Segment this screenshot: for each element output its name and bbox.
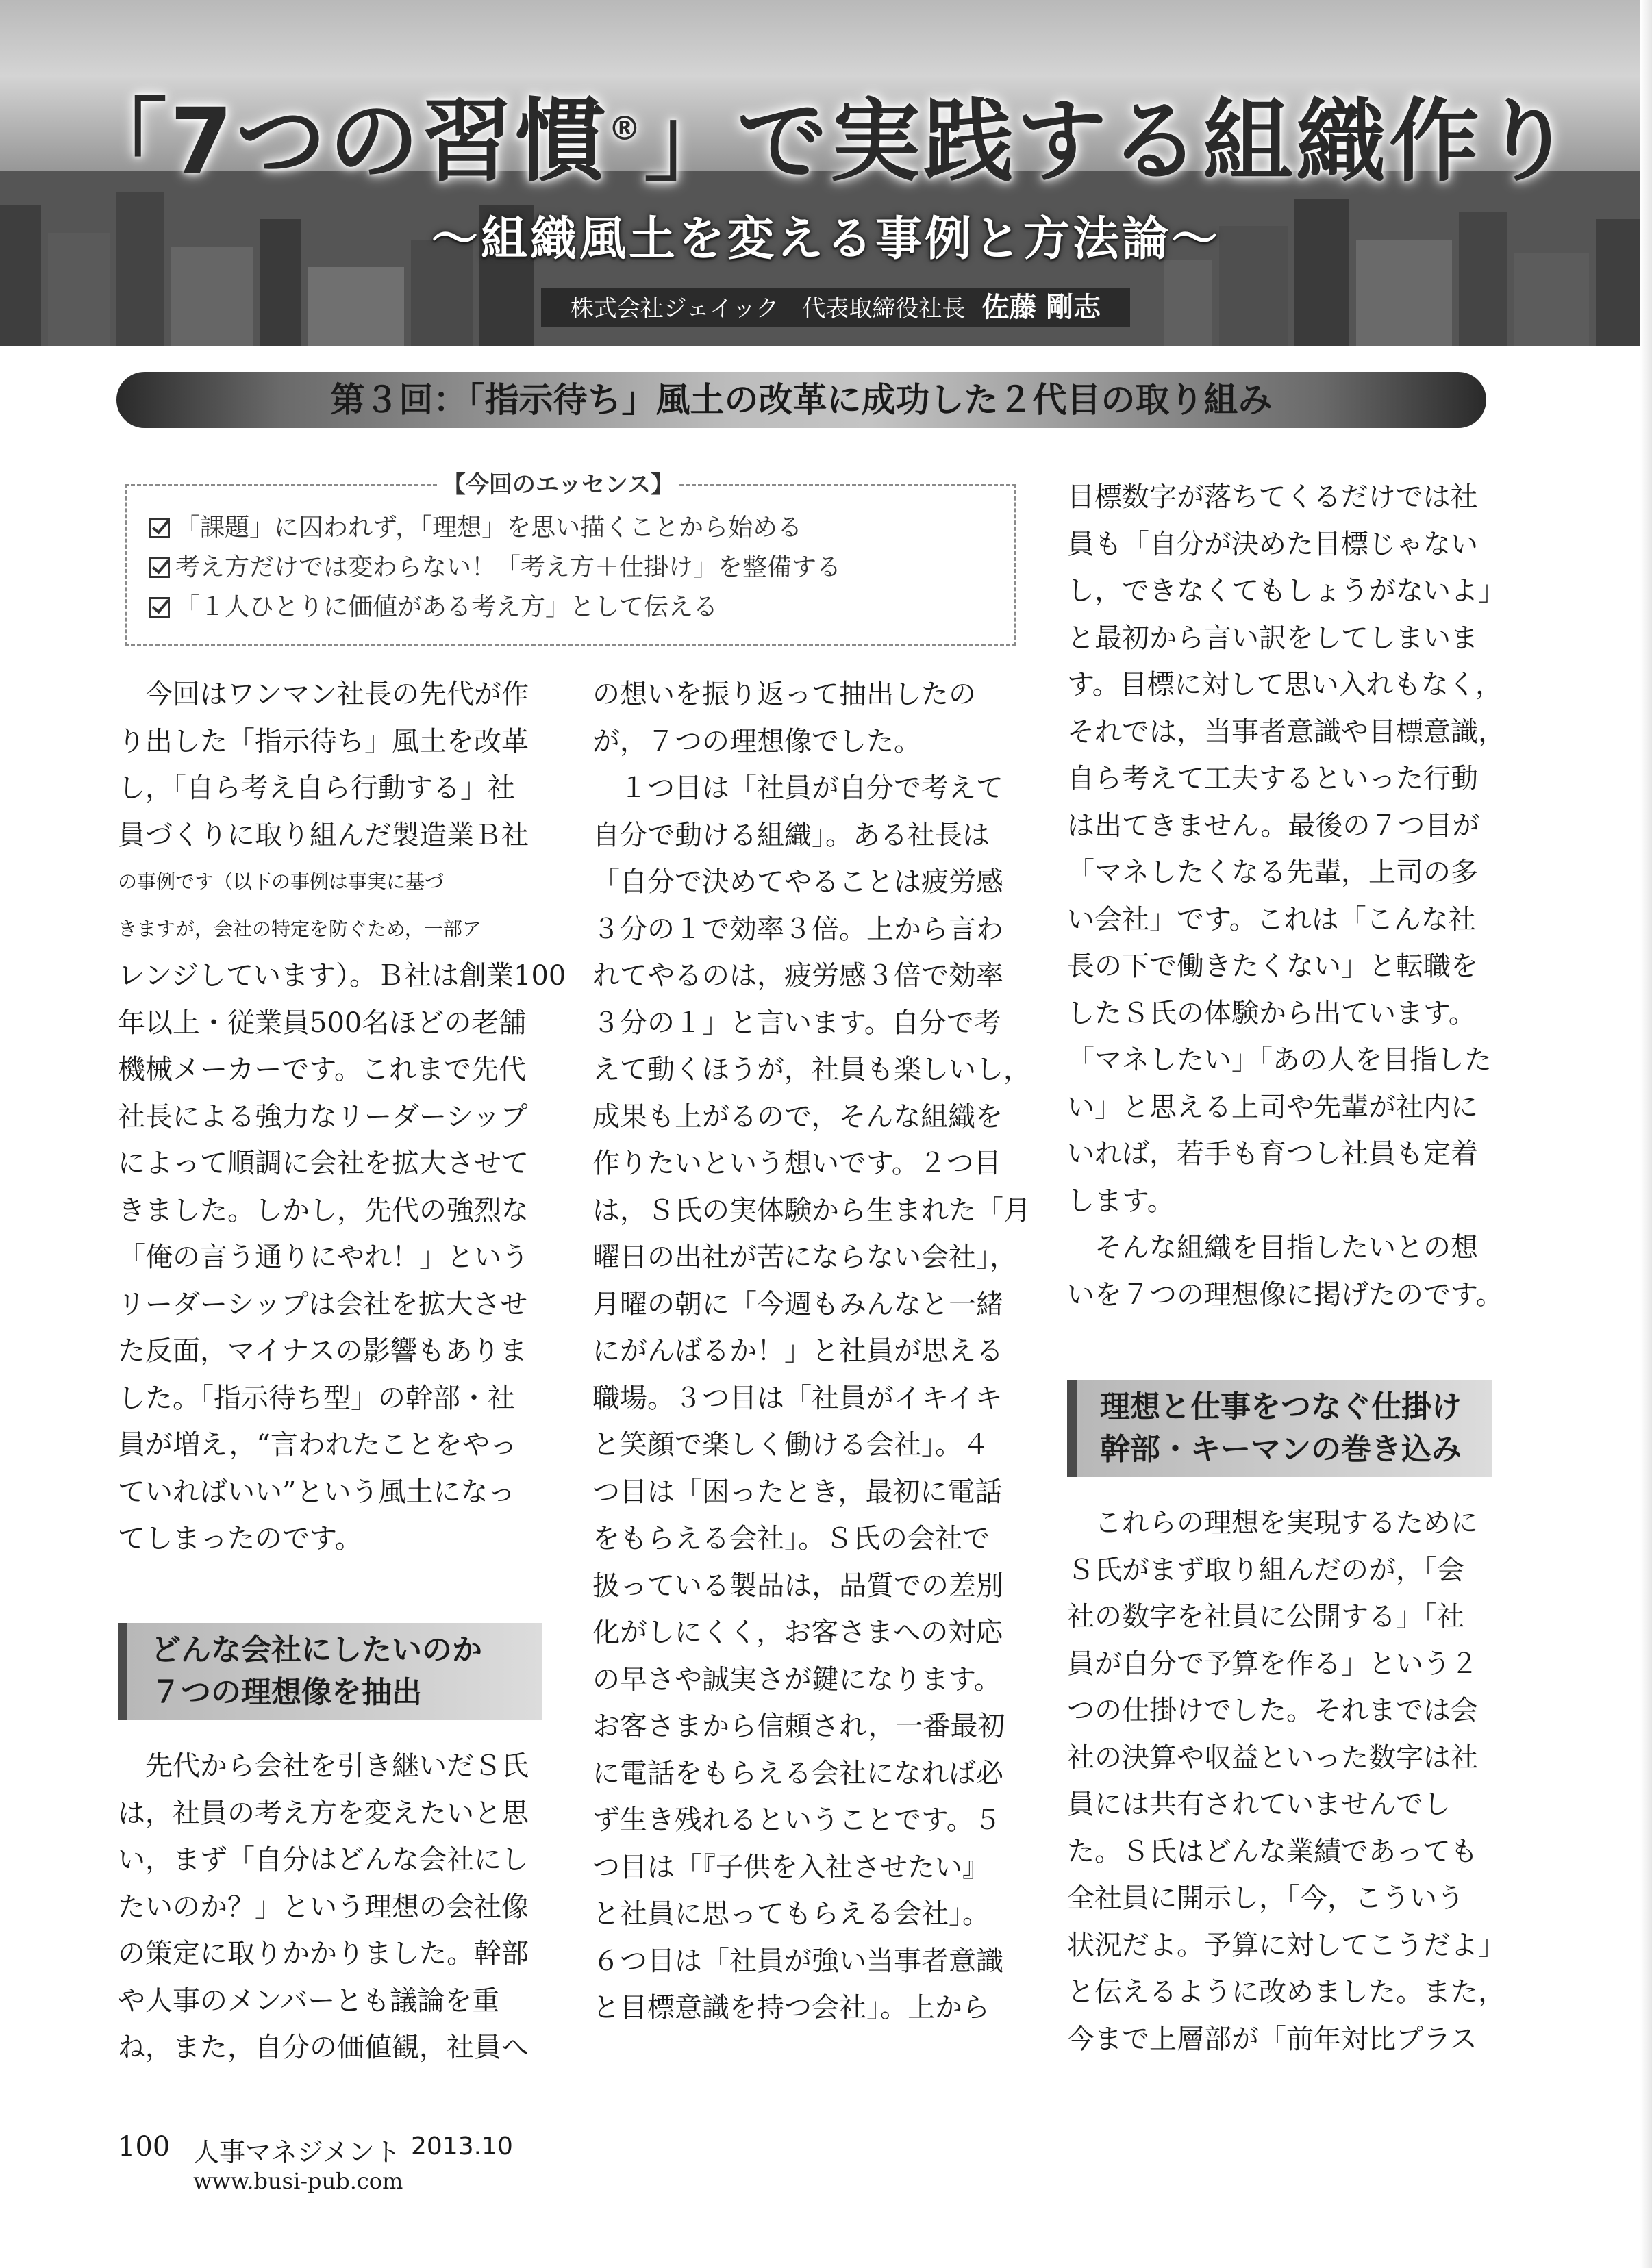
magazine-name: 人事マネジメント — [193, 2137, 401, 2167]
body-text-line: それでは，当事者意識や目標意識， — [1067, 716, 1505, 748]
body-text-line: の事例です（以下の事例は事実に基づ — [118, 870, 445, 893]
body-text-line: 成果も上がるので，そんな組織を — [592, 1100, 1003, 1133]
body-text-line: 状況だよ。予算に対してこうだよ」 — [1067, 1929, 1505, 1961]
body-text-line: いを７つの理想像に掲げたのです。 — [1067, 1278, 1503, 1311]
page-number: 100 — [118, 2131, 171, 2163]
body-text-line: リーダーシップは会社を拡大させ — [118, 1288, 528, 1320]
body-text-line: た。Ｓ氏はどんな業績であっても — [1067, 1835, 1478, 1867]
body-text-line: と伝えるように改めました。また， — [1067, 1976, 1505, 2008]
checkbox-checked-icon — [149, 597, 170, 618]
body-text-line: します。 — [1067, 1185, 1175, 1217]
body-text-line: 自ら考えて工夫するといった行動 — [1067, 763, 1478, 794]
body-text-line: 目標数字が落ちてくるだけでは社 — [1067, 481, 1478, 513]
body-text-line: れてやるのは，疲労感３倍で効率 — [592, 960, 1003, 992]
body-text-line: 月曜の朝に「今週もみんなと一緒 — [592, 1288, 1003, 1320]
body-text-line: つ目は「困ったとき，最初に電話 — [592, 1476, 1003, 1508]
body-text-line: は，Ｓ氏の実体験から生まれた「月 — [592, 1194, 1031, 1226]
header-banner — [0, 0, 1652, 346]
body-text-line: と最初から言い訳をしてしまいま — [1067, 622, 1478, 654]
body-text-line: きますが，会社の特定を防ぐため，一部ア — [118, 917, 481, 940]
body-text-line: 員が自分で予算を作る」という２ — [1067, 1648, 1478, 1680]
body-text-line: ていればいい”という風土になっ — [118, 1476, 516, 1508]
body-text-line: たいのか？」という理想の会社像 — [118, 1891, 529, 1923]
essence-item: 「課題」に囚われず，「理想」を思い描くことから始める — [149, 509, 802, 546]
body-text-line: 社の決算や収益といった数字は社 — [1067, 1741, 1478, 1774]
body-text-line: い，まず「自分はどんな会社にし — [118, 1844, 529, 1876]
body-text-line: 社の数字を社員に公開する」「社 — [1067, 1601, 1464, 1633]
body-text-line: ６つ目は「社員が強い当事者意識 — [592, 1945, 1003, 1977]
body-text-line: の早さや誠実さが鍵になります。 — [592, 1663, 1001, 1696]
body-text-line: い」と思える上司や先輩が社内に — [1067, 1091, 1478, 1123]
publisher-url: www.busi-pub.com — [193, 2168, 403, 2194]
body-text-line: 職場。３つ目は「社員がイキイキ — [592, 1382, 1003, 1414]
body-text-line: や人事のメンバーとも議論を重 — [118, 1985, 500, 2017]
body-text-line: これらの理想を実現するために — [1067, 1507, 1478, 1539]
body-text-line: た反面，マイナスの影響もありま — [118, 1335, 527, 1367]
essence-title: 【今回のエッセンス】 — [438, 471, 678, 499]
body-text-line: す。目標に対して思い入れもなく， — [1067, 669, 1503, 701]
body-text-line: きました。しかし，先代の強烈な — [118, 1194, 529, 1226]
body-text-line: 年以上・従業員500名ほどの老舗 — [118, 1007, 527, 1039]
body-text-line: レンジしています）。Ｂ社は創業100 — [118, 960, 566, 992]
body-text-line: 全社員に開示し，「今，こういう — [1067, 1882, 1464, 1914]
body-text-line: によって順調に会社を拡大させて — [118, 1148, 529, 1179]
body-text-line: 社長による強力なリーダーシップ — [118, 1100, 528, 1133]
essence-item: 考え方だけでは変わらない！「考え方＋仕掛け」を整備する — [149, 549, 841, 586]
body-text-line: 今回はワンマン社長の先代が作 — [118, 679, 529, 710]
body-text-line: り出した「指示待ち」風土を改革 — [118, 725, 529, 757]
section-heading-line: どんな会社にしたいのか — [151, 1633, 482, 1667]
body-text-line: 員には共有されていませんでし — [1067, 1789, 1451, 1820]
body-text-line: お客さまから信頼され，一番最初 — [592, 1711, 1005, 1742]
body-text-line: い会社」です。これは「こんな社 — [1067, 903, 1476, 935]
body-text-line: 「俺の言う通りにやれ！」という — [118, 1242, 529, 1273]
body-text-line: 先代から会社を引き継いだＳ氏 — [118, 1750, 529, 1782]
body-text-line: １つ目は「社員が自分で考えて — [592, 772, 1003, 804]
body-text-line: てしまったのです。 — [118, 1523, 362, 1554]
body-text-line: 「マネしたくなる先輩，上司の多 — [1067, 857, 1478, 888]
body-text-line: が，７つの理想像でした。 — [592, 725, 921, 757]
body-text-line: Ｓ氏がまず取り組んだのが，「会 — [1067, 1554, 1464, 1586]
body-text-line: に電話をもらえる会社になれば必 — [592, 1757, 1003, 1789]
body-text-line: つの仕掛けでした。それまでは会 — [1067, 1695, 1478, 1726]
checkbox-checked-icon — [149, 518, 170, 538]
body-text-line: と目標意識を持つ会社」。上から — [592, 1992, 990, 2024]
article-subtitle: ～組織風土を変える事例と方法論～ — [431, 212, 1221, 266]
body-text-line: ３分の１で効率３倍。上から言わ — [592, 913, 1003, 945]
body-text-line: 員が増え，“言われたことをやっ — [118, 1429, 517, 1461]
section-heading-line: 理想と仕事をつなぐ仕掛け — [1100, 1389, 1462, 1424]
body-text-line: つ目は「『子供を入社させたい』 — [592, 1851, 990, 1883]
issue-date: 2013.10 — [411, 2132, 513, 2160]
body-text-line: の策定に取りかかりました。幹部 — [118, 1938, 529, 1969]
body-text-line: にがんばるか！」と社員が思える — [592, 1335, 1003, 1367]
body-text-line: ね，また，自分の価値観，社員へ — [118, 2032, 529, 2063]
body-text-line: 員づくりに取り組んだ製造業Ｂ社 — [118, 819, 529, 851]
body-text-line: した。「指示待ち型」の幹部・社 — [118, 1382, 515, 1414]
body-text-line: 作りたいという想いです。２つ目 — [592, 1148, 1001, 1179]
body-text-line: ず生き残れるということです。５ — [592, 1804, 1001, 1836]
author-byline: 株式会社ジェイック 代表取締役社長 佐藤 剛志 — [541, 288, 1130, 327]
body-text-line: は出てきません。最後の７つ目が — [1067, 809, 1480, 842]
body-text-line: 今まで上層部が「前年対比プラス — [1067, 2023, 1477, 2055]
page-edge — [1640, 0, 1652, 2268]
section-heading-line: 幹部・キーマンの巻き込み — [1100, 1432, 1462, 1467]
section-heading-2 — [1067, 1380, 1492, 1477]
body-text-line: いれば，若手も育つし社員も定着 — [1067, 1138, 1478, 1170]
body-text-line: ３分の１」と言います。自分で考 — [592, 1007, 1001, 1039]
body-text-line: 扱っている製品は，品質での差別 — [592, 1570, 1003, 1602]
body-text-line: 員も「自分が決めた目標じゃない — [1067, 528, 1478, 560]
article-title: 「7つの習慣®」で実践する組織作り — [77, 89, 1575, 194]
body-text-line: と笑顔で楽しく働ける会社」。４ — [592, 1429, 990, 1461]
body-text-line: 自分で動ける組織」。ある社長は — [592, 819, 990, 851]
body-text-line: し，できなくてもしょうがないよ」 — [1067, 575, 1505, 607]
body-text-line: 曜日の出社が苦にならない会社」， — [592, 1242, 1017, 1273]
body-text-line: 「マネしたい」「あの人を目指した — [1067, 1044, 1492, 1076]
body-text-line: 「自分で決めてやることは疲労感 — [592, 866, 1003, 898]
body-text-line: し，「自ら考え自ら行動する」社 — [118, 772, 515, 804]
section-heading-1 — [118, 1623, 542, 1720]
body-text-line: の想いを振り返って抽出したの — [592, 679, 976, 710]
body-text-line: 機械メーカーです。これまで先代 — [118, 1054, 526, 1085]
body-text-line: をもらえる会社」。Ｓ氏の会社で — [592, 1523, 990, 1554]
body-text-line: と社員に思ってもらえる会社」。 — [592, 1898, 990, 1930]
section-heading-line: ７つの理想像を抽出 — [151, 1675, 422, 1710]
body-text-line: そんな組織を目指したいとの想 — [1067, 1232, 1478, 1263]
essence-item: 「１人ひとりに価値がある考え方」として伝える — [149, 589, 718, 626]
body-text-line: は，社員の考え方を変えたいと思 — [118, 1797, 529, 1829]
body-text-line: えて動くほうが，社員も楽しいし， — [592, 1054, 1031, 1085]
checkbox-checked-icon — [149, 557, 170, 578]
body-text-line: 化がしにくく，お客さまへの対応 — [592, 1617, 1003, 1648]
episode-title: 第３回：「指示待ち」風土の改革に成功した２代目の取り組み — [330, 380, 1273, 420]
body-text-line: したＳ氏の体験から出ています。 — [1067, 997, 1476, 1029]
body-text-line: 長の下で働きたくない」と転職を — [1067, 950, 1478, 982]
